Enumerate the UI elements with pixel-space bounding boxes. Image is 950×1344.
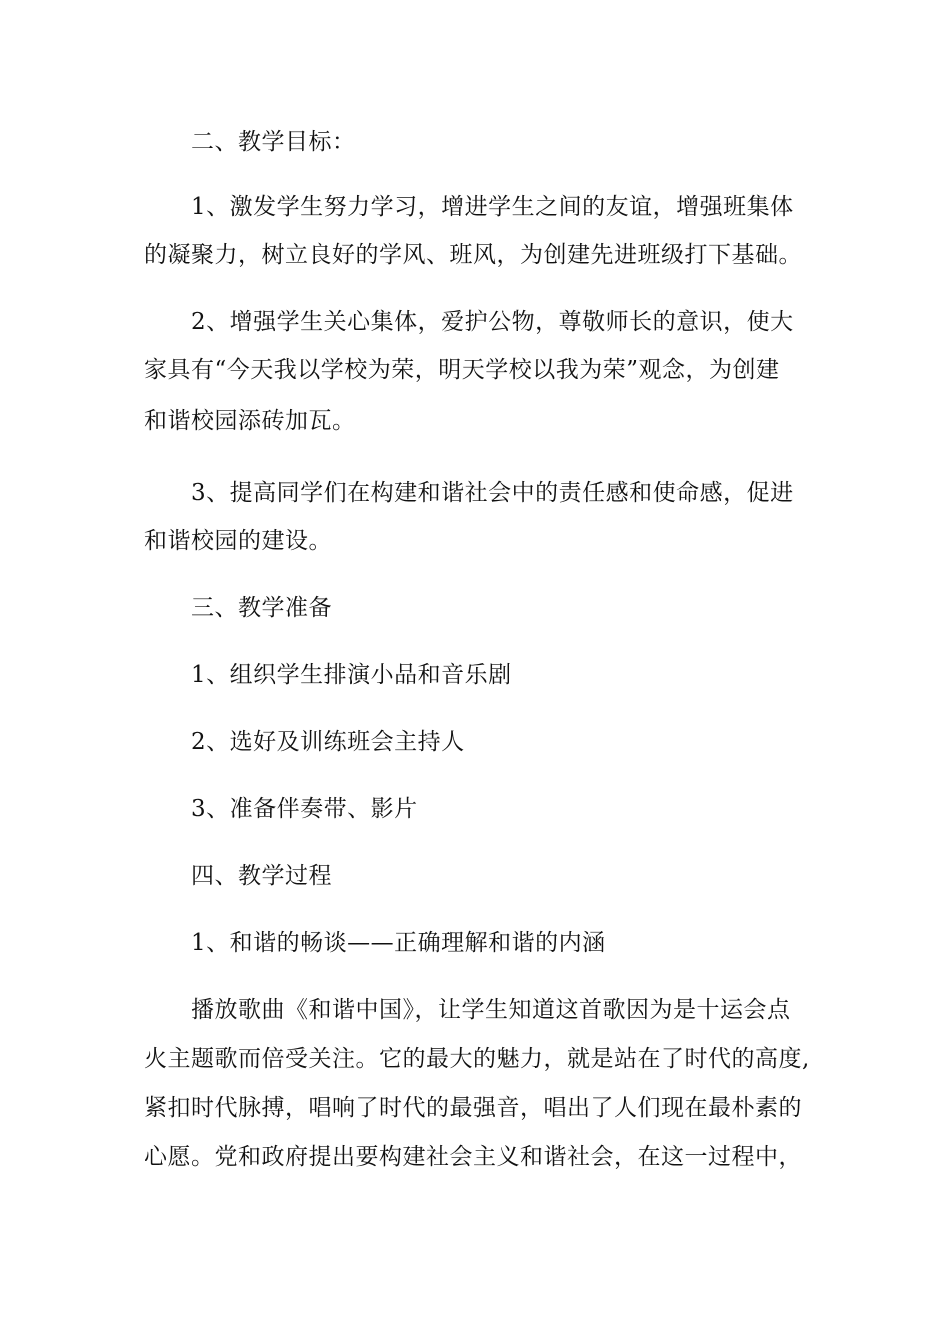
paragraph-line: 播放歌曲《和谐中国》，让学生知道这首歌因为是十运会点: [191, 997, 791, 1023]
paragraph-line: 家具有“今天我以学校为荣，明天学校以我为荣”观念，为创建: [144, 357, 780, 383]
paragraph-line: 火主题歌而倍受关注。它的最大的魅力，就是站在了时代的高度,: [144, 1046, 810, 1072]
section-heading-objectives: 二、教学目标：: [191, 129, 356, 155]
section-heading-process: 四、教学过程: [191, 863, 332, 889]
list-item: 2、选好及训练班会主持人: [191, 729, 465, 755]
paragraph-line: 心愿。党和政府提出要构建社会主义和谐社会，在这一过程中，: [144, 1144, 802, 1170]
paragraph-line: 的凝聚力，树立良好的学风、班风，为创建先进班级打下基础。: [144, 242, 802, 268]
paragraph-line: 1、激发学生努力学习，增进学生之间的友谊，增强班集体: [191, 194, 794, 220]
paragraph-line: 2、增强学生关心集体，爱护公物，尊敬师长的意识，使大: [191, 309, 794, 335]
list-item: 3、准备伴奏带、影片: [191, 796, 418, 822]
paragraph-line: 3、提高同学们在构建和谐社会中的责任感和使命感，促进: [191, 480, 794, 506]
paragraph-line: 和谐校园的建设。: [144, 528, 332, 554]
list-item: 1、组织学生排演小品和音乐剧: [191, 662, 512, 688]
section-heading-preparation: 三、教学准备: [191, 595, 332, 621]
paragraph-line: 和谐校园添砖加瓦。: [144, 408, 356, 434]
subsection-heading: 1、和谐的畅谈——正确理解和谐的内涵: [191, 930, 606, 956]
paragraph-line: 紧扣时代脉搏，唱响了时代的最强音，唱出了人们现在最朴素的: [144, 1095, 802, 1121]
